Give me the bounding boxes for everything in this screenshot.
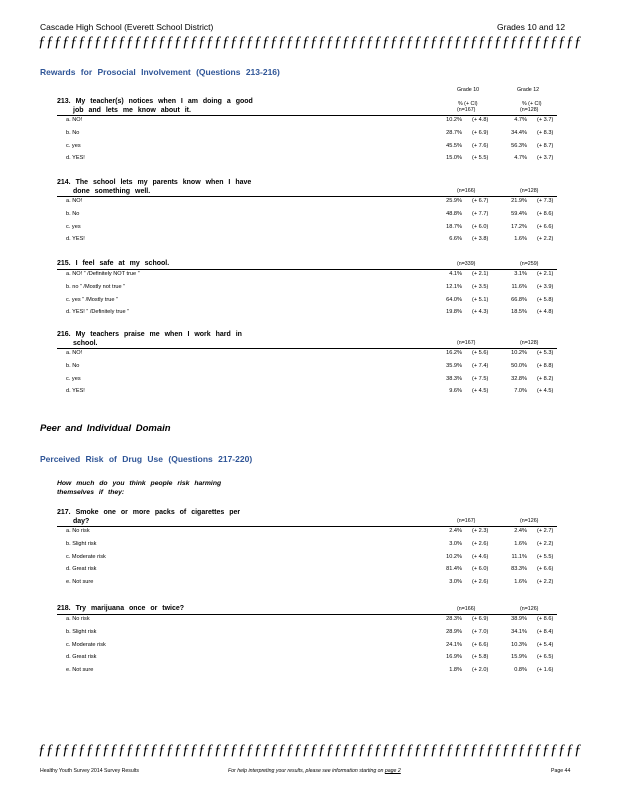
response-label: c. yes (66, 142, 81, 149)
response-label: a. NO! (66, 117, 83, 123)
grade12-ci: (+ 8.4) (537, 628, 554, 635)
grade10-percent: 28.9% (446, 628, 462, 635)
grade10-ci: (+ 6.0) (472, 223, 489, 230)
grade10-percent: 18.7% (446, 223, 462, 230)
response-row (0, 577, 618, 588)
grade10-ci: (+ 7.6) (472, 142, 489, 149)
grade12-ci: (+ 3.7) (537, 117, 554, 123)
grade12-ci: (+ 5.8) (537, 296, 554, 303)
footer-help-label: For help interpreting your results, please see information starting on (228, 768, 385, 774)
response-row (0, 307, 618, 318)
response-label: c. yes (66, 375, 81, 382)
question-text-cont: school. (73, 340, 98, 347)
sample-size-grade10: (n=167) (457, 107, 476, 113)
school-header: Cascade High School (Everett School District) (40, 22, 214, 32)
response-label: d. YES! (66, 236, 85, 243)
grade12-percent: 50.0% (511, 362, 527, 369)
grade10-percent: 9.6% (449, 388, 462, 395)
response-label: a. NO! (66, 198, 83, 204)
grade12-percent: 56.3% (511, 142, 527, 149)
grade10-ci: (+ 7.5) (472, 375, 489, 382)
grade10-percent: 10.2% (446, 553, 462, 560)
grade12-percent: 15.9% (511, 654, 527, 661)
footer-rule: ƒƒƒƒƒƒƒƒƒƒƒƒƒƒƒƒƒƒƒƒƒƒƒƒƒƒƒƒƒƒƒƒƒƒƒƒƒƒƒƒƒƒƒƒƒƒƒƒƒƒƒƒƒƒƒƒƒƒƒƒƒƒƒƒƒƒƒƒ (38, 742, 582, 758)
page-2-link[interactable]: page 2 (384, 768, 401, 774)
grade12-percent: 21.9% (511, 198, 527, 204)
response-row (0, 552, 618, 563)
grade12-ci: (+ 2.2) (537, 579, 554, 586)
grade10-ci: (+ 5.8) (472, 654, 489, 661)
grade12-ci: (+ 6.6) (537, 566, 554, 573)
response-label: e. Not sure (66, 667, 94, 674)
response-label: a. No risk (66, 616, 90, 622)
grade10-percent: 28.3% (446, 616, 462, 622)
response-label: a. No risk (66, 528, 90, 534)
grade10-percent: 25.9% (446, 198, 462, 204)
grade10-percent: 3.0% (449, 579, 462, 586)
response-label: d. Great risk (66, 566, 97, 573)
response-label: d. YES! (66, 155, 85, 162)
grade12-percent: 1.6% (514, 236, 527, 243)
response-row (0, 115, 618, 126)
column-head-pct12: % (+ CI) (522, 101, 542, 107)
grade10-percent: 19.8% (446, 309, 462, 316)
grade12-ci: (+ 8.2) (537, 375, 554, 382)
response-label: c. yes “ /Mostly true ” (66, 296, 118, 303)
grade10-percent: 28.7% (446, 129, 462, 136)
sample-size-grade12: (n=128) (520, 188, 539, 194)
grade10-percent: 4.1% (449, 271, 462, 277)
grade12-ci: (+ 2.2) (537, 236, 554, 243)
column-head-grade12: Grade 12 (517, 87, 540, 93)
grade12-ci: (+ 2.1) (537, 271, 554, 277)
grade10-ci: (+ 6.7) (472, 198, 489, 204)
response-label: a. NO! “ /Definitely NOT true ” (66, 271, 140, 277)
response-label: e. Not sure (66, 579, 94, 586)
grade10-ci: (+ 6.0) (472, 566, 489, 573)
question-text: 217. Smoke one or more packs of cigarettes per (57, 509, 241, 516)
response-label: c. yes (66, 223, 81, 230)
response-row (0, 361, 618, 372)
question-text: 215. I feel safe at my school. (57, 260, 170, 267)
footer-survey-title: Healthy Youth Survey 2014 Survey Results (40, 768, 139, 774)
question-text-cont: day? (73, 518, 90, 525)
response-label: a. NO! (66, 350, 83, 356)
response-label: c. Moderate risk (66, 553, 106, 560)
grade10-percent: 48.8% (446, 210, 462, 217)
response-row (0, 539, 618, 550)
intro-line-1: How much do you think people risk harming (57, 480, 222, 487)
response-label: d. YES! (66, 388, 85, 395)
response-label: b. No (66, 210, 80, 217)
grade12-percent: 11.1% (511, 553, 527, 560)
grade12-percent: 7.0% (514, 388, 527, 395)
response-row (0, 665, 618, 676)
sample-size-grade12: (n=126) (520, 518, 539, 524)
grade10-percent: 35.9% (446, 362, 462, 369)
grade12-ci: (+ 5.3) (537, 350, 554, 356)
grade10-percent: 24.1% (446, 641, 462, 648)
sample-size-grade12: (n=128) (520, 107, 539, 113)
question-text: 214. The school lets my parents know when I have (57, 179, 252, 186)
response-label: b. Slight risk (66, 540, 97, 547)
response-row (0, 209, 618, 220)
grade12-percent: 83.3% (511, 566, 527, 573)
response-row (0, 627, 618, 638)
grade10-percent: 16.9% (446, 654, 462, 661)
response-row (0, 348, 618, 359)
response-label: b. Slight risk (66, 628, 97, 635)
response-label: d. Great risk (66, 654, 97, 661)
grade12-ci: (+ 7.3) (537, 198, 554, 204)
response-row (0, 234, 618, 245)
sample-size-grade10: (n=167) (457, 518, 476, 524)
grade12-ci: (+ 6.5) (537, 654, 554, 661)
grade12-percent: 17.2% (511, 223, 527, 230)
sample-size-grade10: (n=166) (457, 606, 476, 612)
grade10-ci: (+ 5.6) (472, 350, 489, 356)
grade12-ci: (+ 8.7) (537, 142, 554, 149)
grade12-ci: (+ 8.6) (537, 210, 554, 217)
grade12-ci: (+ 6.6) (537, 223, 554, 230)
sample-size-grade10: (n=339) (457, 261, 476, 267)
response-row (0, 614, 618, 625)
response-row (0, 564, 618, 575)
grade12-ci: (+ 8.3) (537, 129, 554, 136)
grade12-percent: 4.7% (514, 117, 527, 123)
response-row (0, 141, 618, 152)
grade10-ci: (+ 3.8) (472, 236, 489, 243)
grade12-ci: (+ 3.7) (537, 155, 554, 162)
grade10-ci: (+ 2.6) (472, 540, 489, 547)
question-text: 216. My teachers praise me when I work hard in (57, 331, 242, 338)
grade12-percent: 3.1% (514, 271, 527, 277)
grade10-ci: (+ 4.3) (472, 309, 489, 316)
grade12-ci: (+ 4.8) (537, 309, 554, 316)
grade12-ci: (+ 2.7) (537, 528, 554, 534)
grade12-ci: (+ 4.5) (537, 388, 554, 395)
sample-size-grade12: (n=128) (520, 340, 539, 346)
grade12-percent: 11.6% (511, 283, 527, 290)
grade10-percent: 16.2% (446, 350, 462, 356)
response-label: b. No (66, 362, 80, 369)
grade12-ci: (+ 8.6) (537, 616, 554, 622)
grade10-ci: (+ 6.9) (472, 616, 489, 622)
grade10-percent: 12.1% (446, 283, 462, 290)
footer-help-text (228, 768, 401, 774)
grade10-percent: 64.0% (446, 296, 462, 303)
grade10-percent: 6.6% (449, 236, 462, 243)
section-title-risk: Perceived Risk of Drug Use (Questions 217-220) (40, 454, 253, 464)
grade12-percent: 32.8% (511, 375, 527, 382)
grade12-ci: (+ 8.8) (537, 362, 554, 369)
response-row (0, 222, 618, 233)
response-label: d. YES! “ /Definitely true ” (66, 309, 130, 316)
grade12-percent: 1.6% (514, 540, 527, 547)
grade12-percent: 4.7% (514, 155, 527, 162)
grade12-percent: 66.8% (511, 296, 527, 303)
intro-line-2: themselves if they: (57, 489, 125, 496)
response-row (0, 295, 618, 306)
grade12-ci: (+ 2.2) (537, 540, 554, 547)
response-row (0, 640, 618, 651)
grade12-percent: 34.1% (511, 628, 527, 635)
grade10-percent: 81.4% (446, 566, 462, 573)
question-text-cont: done something well. (73, 188, 151, 195)
grade12-percent: 59.4% (511, 210, 527, 217)
response-label: c. Moderate risk (66, 641, 106, 648)
footer-page-number: Page 44 (551, 768, 571, 774)
grade10-ci: (+ 2.3) (472, 528, 489, 534)
grade10-ci: (+ 2.6) (472, 579, 489, 586)
response-row (0, 153, 618, 164)
sample-size-grade12: (n=259) (520, 261, 539, 267)
response-row (0, 386, 618, 397)
grade10-ci: (+ 7.7) (472, 210, 489, 217)
grade12-ci: (+ 1.6) (537, 667, 554, 674)
sample-size-grade12: (n=126) (520, 606, 539, 612)
section-title-rewards: Rewards for Prosocial Involvement (Questions 213-216) (40, 67, 280, 77)
header-rule: ƒƒƒƒƒƒƒƒƒƒƒƒƒƒƒƒƒƒƒƒƒƒƒƒƒƒƒƒƒƒƒƒƒƒƒƒƒƒƒƒƒƒƒƒƒƒƒƒƒƒƒƒƒƒƒƒƒƒƒƒƒƒƒƒƒƒƒƒ (38, 34, 582, 50)
grade10-percent: 15.0% (446, 155, 462, 162)
response-label: b. no “ /Mostly not true ” (66, 283, 126, 290)
grade12-percent: 38.9% (511, 616, 527, 622)
question-text: 218. Try marijuana once or twice? (57, 605, 185, 612)
grade10-ci: (+ 2.1) (472, 271, 489, 277)
grade10-percent: 10.2% (446, 117, 462, 123)
response-row (0, 526, 618, 537)
grade10-ci: (+ 6.6) (472, 641, 489, 648)
grade10-ci: (+ 2.0) (472, 667, 489, 674)
grade12-percent: 0.8% (514, 667, 527, 674)
grade12-percent: 34.4% (511, 129, 527, 136)
column-head-grade10: Grade 10 (457, 87, 480, 93)
grade10-ci: (+ 7.0) (472, 628, 489, 635)
grade10-percent: 3.0% (449, 540, 462, 547)
grade10-percent: 45.5% (446, 142, 462, 149)
grade12-percent: 10.3% (511, 641, 527, 648)
grade10-ci: (+ 4.5) (472, 388, 489, 395)
response-row (0, 269, 618, 280)
grade10-ci: (+ 3.5) (472, 283, 489, 290)
grade12-ci: (+ 3.9) (537, 283, 554, 290)
domain-title: Peer and Individual Domain (40, 423, 171, 434)
grade10-percent: 1.8% (449, 667, 462, 674)
question-text-cont: job and lets me know about it. (73, 107, 191, 114)
grades-header: Grades 10 and 12 (497, 22, 566, 32)
grade12-ci: (+ 5.4) (537, 641, 554, 648)
grade12-ci: (+ 5.5) (537, 553, 554, 560)
response-label: b. No (66, 129, 80, 136)
grade12-percent: 18.5% (511, 309, 527, 316)
grade10-percent: 2.4% (449, 528, 462, 534)
response-row (0, 196, 618, 207)
grade10-ci: (+ 4.8) (472, 117, 489, 123)
sample-size-grade10: (n=166) (457, 188, 476, 194)
grade12-percent: 2.4% (514, 528, 527, 534)
response-row (0, 652, 618, 663)
sample-size-grade10: (n=167) (457, 340, 476, 346)
grade10-ci: (+ 6.9) (472, 129, 489, 136)
grade10-ci: (+ 5.1) (472, 296, 489, 303)
response-row (0, 282, 618, 293)
grade10-ci: (+ 5.5) (472, 155, 489, 162)
grade12-percent: 10.2% (511, 350, 527, 356)
grade10-ci: (+ 4.6) (472, 553, 489, 560)
response-row (0, 374, 618, 385)
grade10-percent: 38.3% (446, 375, 462, 382)
column-head-pct10: % (+ CI) (458, 101, 478, 107)
grade12-percent: 1.6% (514, 579, 527, 586)
question-text: 213. My teacher(s) notices when I am doing a good (57, 98, 253, 105)
response-row (0, 128, 618, 139)
grade10-ci: (+ 7.4) (472, 362, 489, 369)
